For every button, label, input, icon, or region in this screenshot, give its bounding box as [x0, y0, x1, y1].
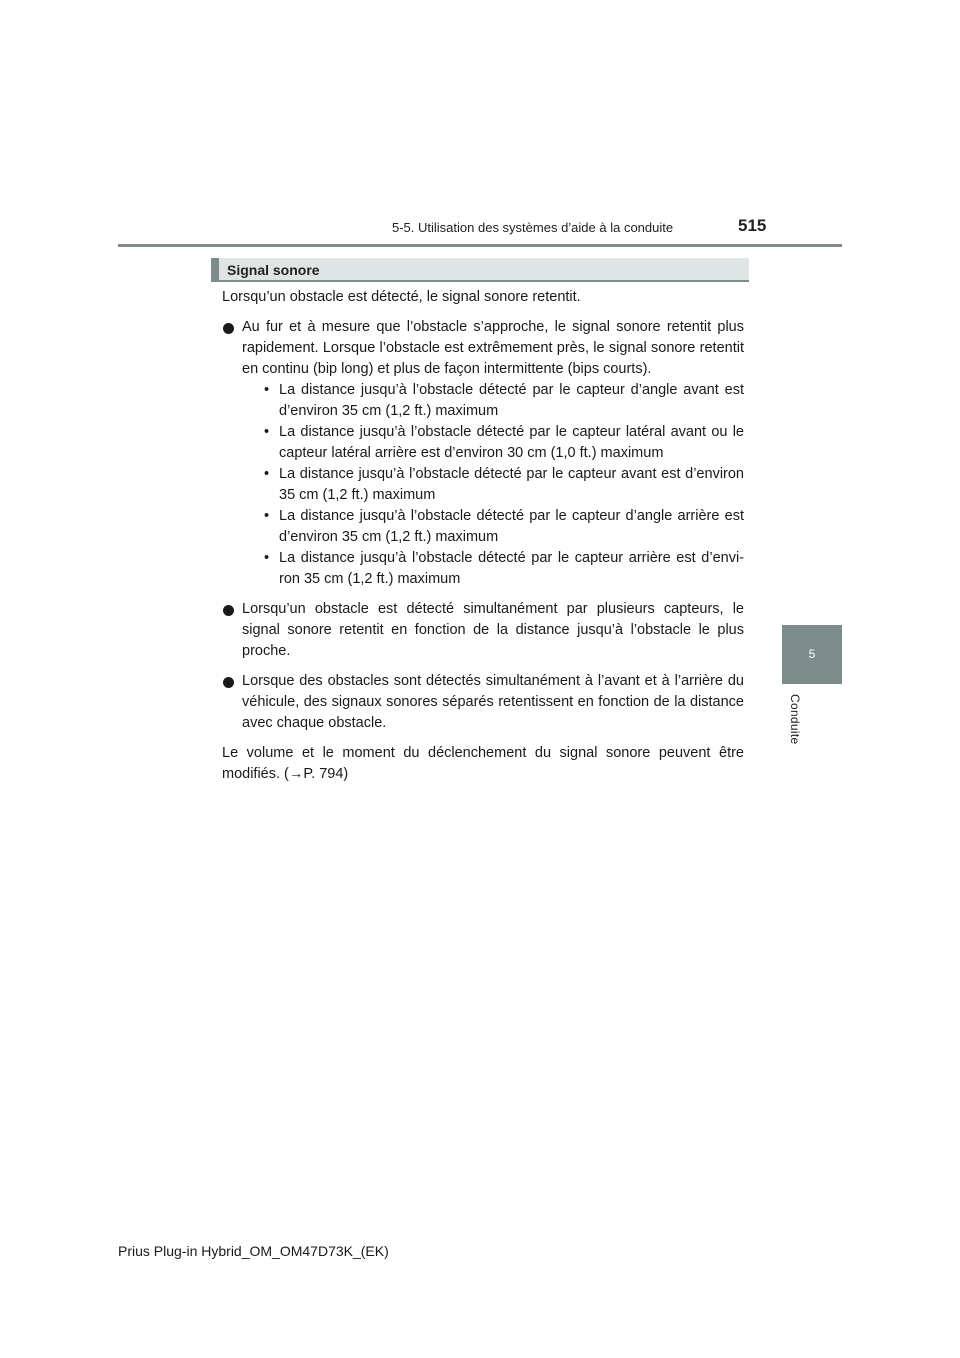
sub-item — [242, 506, 744, 548]
intro-paragraph: Lorsqu’un obstacle est détecté, le signal sonore retentit. — [222, 289, 581, 305]
sub-item-marker: • — [264, 382, 270, 398]
page-number: 515 — [738, 216, 767, 235]
chapter-number: 5 — [808, 647, 816, 661]
sub-item-marker: • — [264, 550, 270, 566]
sub-item-text: La distance jusqu’à l’obstacle détecté par le capteur avant est d’environ 35 cm (1,2 ft.) maximum — [279, 466, 744, 503]
footer-model-code: Prius Plug-in Hybrid_OM_OM47D73K_(EK) — [118, 1243, 389, 1259]
bullet-item — [222, 671, 744, 734]
sub-item-marker: • — [264, 466, 270, 482]
bullet-item — [222, 317, 744, 590]
sub-item-marker: • — [264, 508, 270, 524]
sub-list — [242, 380, 744, 590]
sub-item-text: La distance jusqu’à l’obstacle détecté par le capteur latéral avant ou le capteur latéral arrière est d’environ 30 cm (1,0 ft.) maximum — [279, 424, 744, 461]
sub-item — [242, 464, 744, 506]
bullet-text: Lorsque des obstacles sont détectés simultanément à l’avant et à l’arrière du véhicule, des signaux sonores séparés retentissent en fonction de la distance avec chaque obstacle. — [242, 673, 744, 731]
bullet-dot-icon — [223, 323, 234, 334]
sub-item — [242, 422, 744, 464]
sub-item-text: La distance jusqu’à l’obstacle détecté par le capteur arrière est d’envi-ron 35 cm (1,2 ft.) maximum — [279, 550, 744, 587]
chapter-tab — [782, 625, 842, 684]
bullet-item — [222, 599, 744, 662]
closing-paragraph: Le volume et le moment du déclenchement du signal sonore peuvent être modifiés. (→P. 794) — [222, 745, 744, 782]
sub-item-text: La distance jusqu’à l’obstacle détecté par le capteur d’angle avant est d’environ 35 cm (1,2 ft.) maximum — [279, 382, 744, 419]
bullet-dot-icon — [223, 677, 234, 688]
header-divider — [118, 244, 842, 247]
sub-item — [242, 548, 744, 590]
chapter-label: Conduite — [788, 694, 802, 745]
header-section-title: 5-5. Utilisation des systèmes d’aide à la conduite — [392, 220, 674, 235]
bullet-text: Lorsqu’un obstacle est détecté simultanément par plusieurs capteurs, le signal sonore retentit en fonction de la distance jusqu’à l’obstacle le plus proche. — [242, 601, 744, 659]
sub-item-marker: • — [264, 424, 270, 440]
section-heading-text: Signal sonore — [227, 262, 320, 278]
bullet-dot-icon — [223, 605, 234, 616]
content-body — [222, 287, 744, 794]
section-heading — [211, 258, 749, 282]
bullet-text: Au fur et à mesure que l’obstacle s’approche, le signal sonore retentit plus rapidement. Lorsque l’obstacle est extrêmement près, le signal sonore retentit en continu (bip long) et plus de façon intermittente (bips courts). — [242, 319, 744, 377]
sub-item — [242, 380, 744, 422]
sub-item-text: La distance jusqu’à l’obstacle détecté par le capteur d’angle arrière est d’environ 35 cm (1,2 ft.) maximum — [279, 508, 744, 545]
